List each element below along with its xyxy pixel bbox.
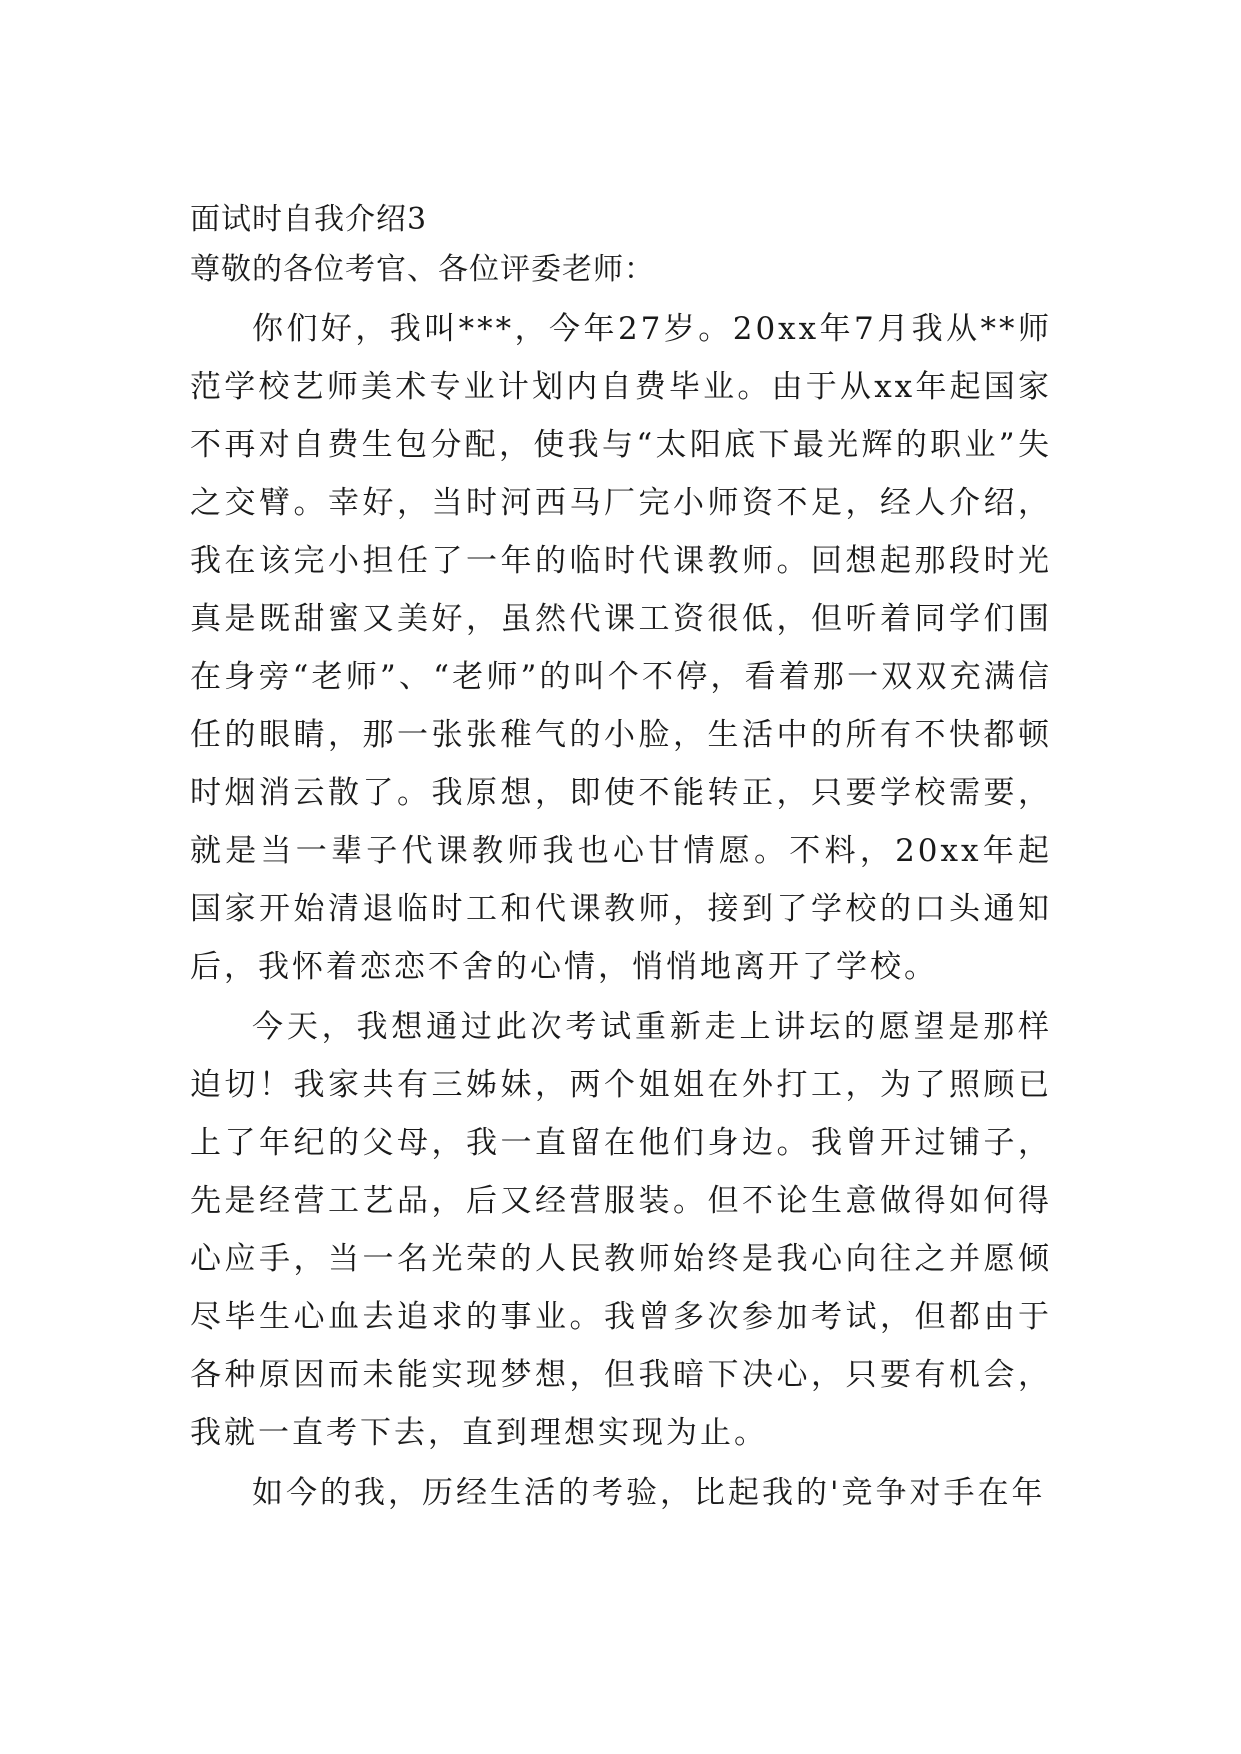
paragraph-1: 你们好，我叫***，今年27岁。20xx年7月我从**师范学校艺师美术专业计划内自费毕业。由于从xx年起国家不再对自费生包分配，使我与“太阳底下最光辉的职业”失之交臂。幸好，当时河西马厂完小师资不足，经人介绍，我在该完小担任了一年的临时代课教师。回想起那段时光真是既甜蜜又美好，虽然代课工资很低，但听着同学们围在身旁“老师”、“老师”的叫个不停，看着那一双双充满信任的眼睛，那一张张稚气的小脸，生活中的所有不快都顿时烟消云散了。我原想，即使不能转正，只要学校需要，就是当一辈子代课教师我也心甘情愿。不料，20xx年起国家开始清退临时工和代课教师，接到了学校的口头通知后，我怀着恋恋不舍的心情，悄悄地离开了学校。 <box>190 311 1052 985</box>
document-page <box>190 198 1052 1522</box>
document-title: 面试时自我介绍3 <box>190 202 428 237</box>
paragraph-3: 如今的我，历经生活的考验，比起我的'竞争对手在年 <box>252 1475 1046 1511</box>
salutation: 尊敬的各位考官、各位评委老师： <box>190 252 655 287</box>
paragraph-2: 今天，我想通过此次考试重新走上讲坛的愿望是那样迫切！我家共有三姊妹，两个姐姐在外打工，为了照顾已上了年纪的父母，我一直留在他们身边。我曾开过铺子，先是经营工艺品，后又经营服装。但不论生意做得如何得心应手，当一名光荣的人民教师始终是我心向往之并愿倾尽毕生心血去追求的事业。我曾多次参加考试，但都由于各种原因而未能实现梦想，但我暗下决心，只要有机会，我就一直考下去，直到理想实现为止。 <box>190 1009 1052 1451</box>
